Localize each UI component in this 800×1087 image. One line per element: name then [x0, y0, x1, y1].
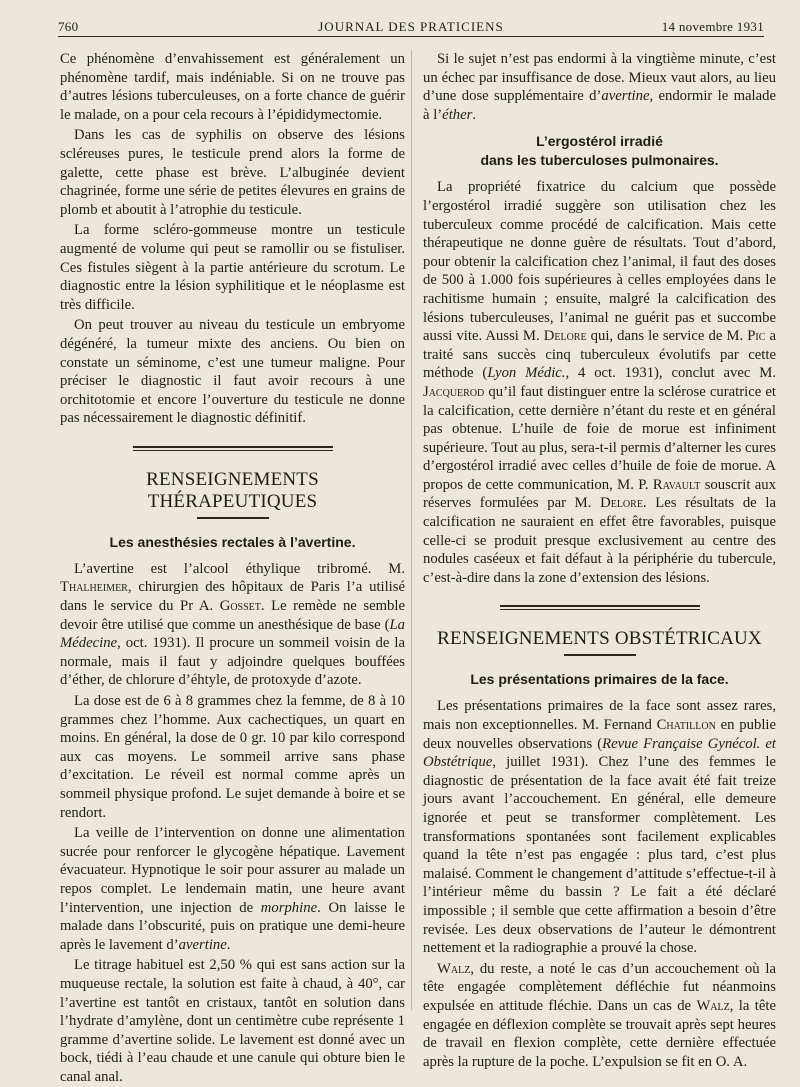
issue-date: 14 novembre 1931 — [661, 19, 764, 34]
section-title: RENSEIGNEMENTS THÉRAPEUTIQUES — [146, 468, 319, 512]
person-name: Gosset — [219, 598, 261, 615]
article-heading: Les présentations primaires de la face. — [470, 671, 729, 688]
paragraph: L’avertine est l’alcool éthylique tribromé. M. Thalheimer, chirurgien des hôpitaux de Paris l’a utilisé dans le service du Pr A. Gosset. Le remède ne semble devoir être utilisé que comme un anesthésique de base (La Médecine, oct. 1931). Il procure un sommeil voisin de la normale, mais il faut y adjoindre quelques bouffées d’éther, de chlorure d’éhtyle, de protoxyde d’azote. — [60, 560, 405, 689]
paragraph: Le titrage habituel est 2,50 % qui est sans action sur la muqueuse rectale, la solution est faite à chaud, à 40°, car l’avertine est tantôt en cristaux, tantôt en solution dans l’hydrate d’amylène, dont un centimètre cube représente 1 gramme d’avertine solide. Le lavement est donné avec un bock, tiédi à l’eau chaude et une canule qui obture bien le canal anal. — [60, 957, 405, 1085]
section-underline — [197, 517, 269, 519]
section-title: RENSEIGNEMENTS OBSTÉTRICAUX — [437, 628, 762, 650]
page-header — [58, 14, 764, 37]
article-heading: L’ergostérol irradié dans les tuberculoses pulmonaires. — [480, 133, 719, 169]
section-divider-rule — [500, 605, 700, 610]
section-divider-rule — [133, 446, 333, 451]
right-column — [423, 50, 776, 1071]
paragraph: Ce phénomène d’envahissement est généralement un phénomène tardif, mais indéniable. Si on ne trouve pas d’autres lésions tuberculeuses, on a forte chance de guérir le malade, on a pour cela recours à l’épididymectomie. — [60, 51, 405, 123]
paragraph: Les présentations primaires de la face sont assez rares, mais non exceptionnelles. M. Fernand Chatillon en publie deux nouvelles observations (Revue Française Gynécol. et Obstétrique, juillet 1931). Chez l’une des femmes le diagnostic de présentation de la face avait été fait treize jours avant l’accouchement. En général, elle demeure ignorée et peut se transformer complètement. Les transformations spontanées sont facilement explicables quand la tête n’est pas engagée : plus tard, c’est plus malaisé. Comment le changement d’attitude s’effectue-t-il à l’intérieur même du bassin ? Le fait a été déclaré impossible ; il semble que cette affirmation a besoin d’être revisée. Les deux observations de l’auteur le démontrent nettement et la radiographie a prouvé la chose. — [423, 698, 776, 957]
section-underline — [564, 654, 636, 656]
left-column — [60, 50, 405, 1087]
paragraph: Si le sujet n’est pas endormi à la vingtième minute, c’est un échec par insuffisance de dose. Mieux vaut alors, au lieu d’une dose supplémentaire d’avertine, endormir le malade à l’éther. — [423, 51, 776, 123]
journal-reference: La Médecine — [60, 616, 405, 652]
page-number: 760 — [58, 19, 79, 34]
paragraph: Dans les cas de syphilis on observe des lésions scléreuses pures, le testicule prend alors la forme de galette, cette phase est brève. L’albuginée devient chagrinée, forme une série de petites élevures en grains de plomb et aboutit à l’atrophie du testicule. — [60, 127, 405, 218]
paragraph: La veille de l’intervention on donne une alimentation sucrée pour renforcer le glycogène hépatique. Lavement évacuateur. Hypnotique le soir pour assurer au malade un repos complet. Le lendemain matin, une heure avant l’intervention, une injection de morphine. On laisse le malade dans l’obscurité, puis on pratique une demi-heure après le lavement d’avertine. — [60, 825, 405, 953]
paragraph: La dose est de 6 à 8 grammes chez la femme, de 8 à 10 grammes chez l’homme. Aux cachectiques, un quart en moins. En général, la dose de 0 gr. 10 par kilo correspond aux cas moyens. Le sommeil arrive sans phase d’excitation. Le réveil est normal comme après un sommeil physique profond. Le sujet demande à boire et se rendort. — [60, 693, 405, 821]
article-heading: Les anesthésies rectales à l’avertine. — [109, 533, 356, 550]
journal-title: JOURNAL DES PRATICIENS — [318, 19, 504, 34]
paragraph: Walz, du reste, a noté le cas d’un accouchement où la tête engagée complètement défléchie fut néanmoins expulsée en attitude fléchie. Dans un cas de Walz, la tête engagée en déflexion complète se trouvait après sept heures de travail en flexion complète, cette dernière effectuée après la rupture de la poche. L’expulsion se fit en O. A. — [423, 960, 776, 1070]
paragraph: La propriété fixatrice du calcium que possède l’ergostérol irradié suggère son utilisation chez les tuberculeux comme procédé de calcification. Mais cette thérapeutique ne donne guère de résultats. Tout d’abord, pour obtenir la calcification chez l’animal, il faut des doses de 500 à 1.000 fois supérieures à celles employées dans le rachitisme humain ; ensuite, malgré la calcification des lésions tuberculeuses, l’animal ne guérit pas et succombe aussi vite. Aussi M. Delore qui, dans le service de M. Pic a traité sans succès cinq tuberculeux évolutifs par cette méthode (Lyon Médic., 4 oct. 1931), conclut avec M. Jacquerod qu’il faut distinguer entre la sclérose curatrice et la calcification, cette dernière n’étant du reste et en général pas obtenue. L’huile de foie de morue est infiniment supérieure. Tout au plus, sera-t-il permis d’alterner les cures d’ergostérol irradié avec celles d’huile de foie de morue. A propos de cette communication, M. P. Ravault souscrit aux réserves formulées par M. Delore. Les résultats de la calcification ne sauraient en effet être favorables, puisque celle-ci se produit presque exclusivement au centre des nodules caséeux et fait défaut à la périphérie du tubercule, c’est-à-dire dans la zone d’extension des lésions. — [423, 179, 777, 586]
paragraph: La forme scléro-gommeuse montre un testicule augmenté de volume qui peut se ramollir ou se fistuliser. Ces fistules siègent à la partie antérieure du scrotum. Le diagnostic entre la lésion syphilitique et le néoplasme est très difficile. — [60, 222, 405, 313]
column-divider — [411, 50, 412, 1010]
paragraph: On peut trouver au niveau du testicule un embryome dégénéré, la tumeur mixte des anciens. Ou bien on constate un séminome, c’est une tumeur maligne. Pour préciser le diagnostic il faut avoir recours à une orchitotomie et encore l’ouverture du testicule ne donne pas nécessairement le diagnostic définitif. — [60, 317, 405, 427]
person-name: Thalheimer — [60, 579, 128, 596]
